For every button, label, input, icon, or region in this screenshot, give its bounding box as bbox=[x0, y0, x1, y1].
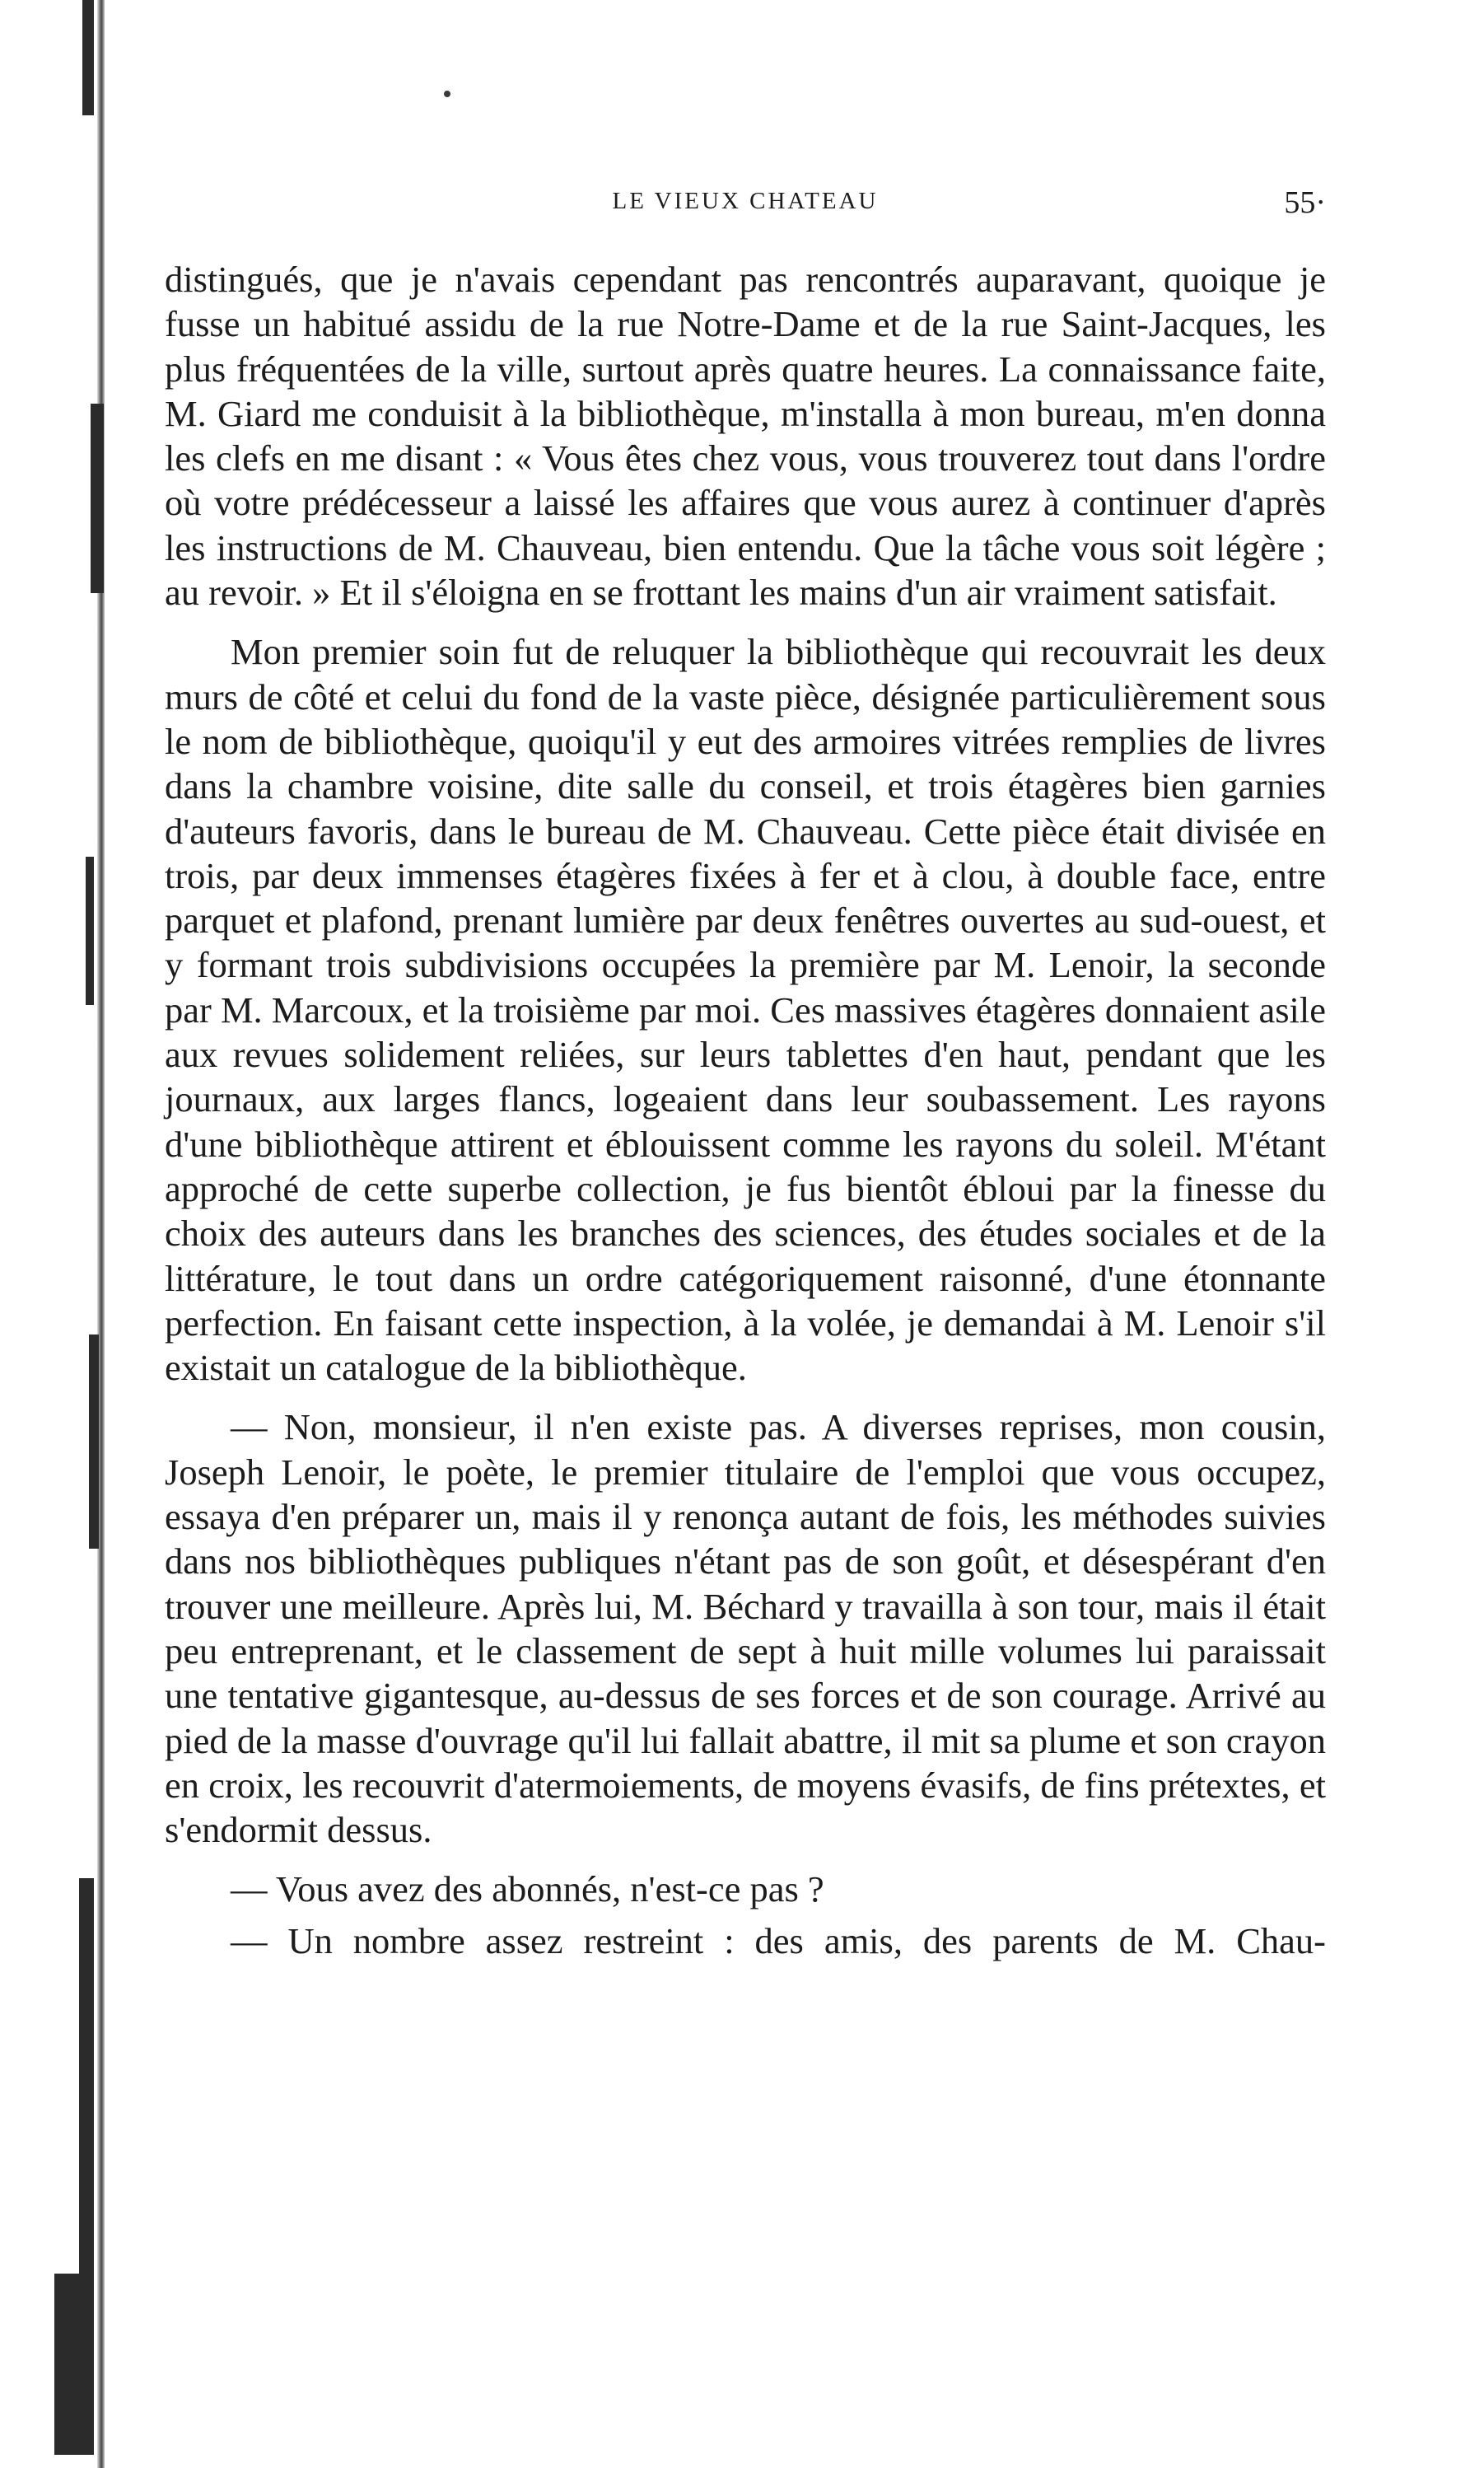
binding-edge bbox=[0, 0, 124, 2468]
print-speck bbox=[444, 91, 450, 97]
paragraph: — Vous avez des abonnés, n'est-ce pas ? bbox=[231, 1868, 824, 1910]
running-header bbox=[165, 185, 1326, 224]
running-title: LE VIEUX CHATEAU bbox=[612, 188, 879, 214]
binding-mark bbox=[86, 857, 94, 1005]
page-number: 55· bbox=[1284, 185, 1326, 220]
paragraph: Mon premier soin fut de reluquer la bibliothèque qui recouvrait les deux murs de côté et celui du fond de la vaste pièce, désignée particulièrement sous le nom de bibliothèque, quoiqu'il y eut des armoires vitrées remplies de livres dans la chambre voisine, dite salle du conseil, et trois étagères bien garnies d'auteurs favoris, dans le bureau de M. Chauveau. Cette pièce était divisée en trois, par deux immenses étagères fixées à fer et à clou, à double face, entre parquet et plafond, prenant lumière par deux fenêtres ouvertes au sud-ouest, et y formant trois subdivisions occupées la première par M. Lenoir, la seconde par M. Marcoux, et la troisième par moi. Ces massives étagères donnaient asile aux revues solidement reliées, sur leurs tablettes d'en haut, pendant que les journaux, aux larges flancs, logeaient dans leur soubassement. Les rayons d'une bibliothèque attirent et éblouissent comme les rayons du soleil. M'étant approché de cette superbe collection, je fus bientôt ébloui par la finesse du choix des auteurs dans les branches des sciences, des études sociales et de la littérature, le tout dans un ordre catégoriquement raisonné, d'une étonnante perfection. En faisant cette inspection, à la volée, je demandai à M. Lenoir s'il existait un catalogue de la bibliothèque. bbox=[165, 631, 1326, 1389]
binding-shadow bbox=[97, 0, 105, 2468]
binding-mark bbox=[82, 0, 94, 115]
binding-mark bbox=[91, 404, 104, 593]
body-text bbox=[165, 257, 1326, 1963]
binding-mark bbox=[89, 1334, 99, 1549]
paragraph: distingués, que je n'avais cependant pas rencontrés auparavant, quoique je fusse un habitué assidu de la rue Notre-Dame et de la rue Saint-Jacques, les plus fréquentées de la ville, surtout après quatre heures. La connaissance faite, M. Giard me conduisit à la bibliothèque, m'installa à mon bureau, m'en donna les clefs en me disant : « Vous êtes chez vous, vous trouverez tout dans l'ordre où votre prédécesseur a laissé les affaires que vous aurez à continuer d'après les instructions de M. Chauveau, bien entendu. Que la tâche vous soit légère ; au revoir. » Et il s'éloigna en se frottant les mains d'un air vraiment satisfait. bbox=[165, 259, 1326, 614]
paragraph: — Un nombre assez restreint : des amis, des parents de M. Chau- bbox=[231, 1919, 1326, 1961]
binding-mark bbox=[54, 2274, 87, 2455]
paragraph: — Non, monsieur, il n'en existe pas. A diverses reprises, mon cousin, Joseph Lenoir, le poète, le premier titulaire de l'emploi que vous occupez, essaya d'en préparer un, mais il y renonça autant de fois, les méthodes suivies dans nos bibliothèques publiques n'étant pas de son goût, et désespérant d'en trouver une meilleure. Après lui, M. Béchard y travailla à son tour, mais il était peu entreprenant, et le classement de sept à huit mille volumes lui paraissait une tentative gigantesque, au-dessus de ses forces et de son courage. Arrivé au pied de la masse d'ouvrage qu'il lui fallait abattre, il mit sa plume et son crayon en croix, les recouvrit d'atermoiements, de moyens évasifs, de fins prétextes, et s'endormit dessus. bbox=[165, 1406, 1326, 1851]
